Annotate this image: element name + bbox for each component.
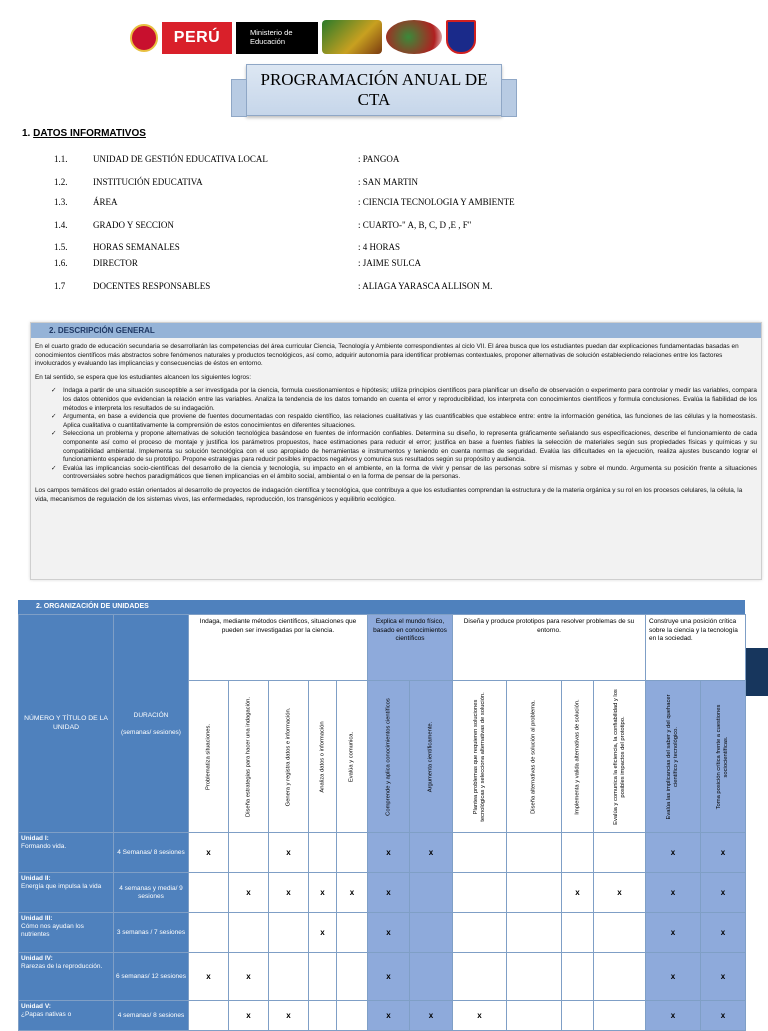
mark-cell	[701, 833, 746, 873]
info-row	[0, 242, 768, 254]
info-label: HORAS SEMANALES	[93, 242, 180, 252]
x-mark: x	[286, 1011, 291, 1020]
info-number: 1.1.	[54, 154, 68, 164]
mark-cell	[562, 1001, 594, 1031]
checkmark-icon: ✓	[51, 413, 57, 421]
info-label: GRADO Y SECCION	[93, 220, 174, 230]
mark-cell	[337, 913, 368, 953]
table-row	[19, 873, 746, 913]
achievement-text: Indaga a partir de una situación susceptible a ser investigada por la ciencia, formula cuestionamientos e hipótesis; utiliza principios científicos para planificar un diseño de observación o experimento para controlar y medir las variables, compara los datos obtenidos que evidencian la relación entre las variables. Analiza la tendencia de los datos tomando en cuenta el error y reproducibilidad, los interpreta con conocimientos científicos y formula conclusiones. Evalúa la fiabilidad de los métodos e interpreta los resultados de su indagación.	[63, 387, 757, 412]
description-closing: Los campos temáticos del grado están orientados al desarrollo de proyectos de indagación científica y tecnológica, que contribuya a que los estudiantes comprendan la estructura y de la materia orgánica y su rol en los procesos celulares, la célula, la vida, mecanismos de regulación de los sistemas vivos, las enfermedades, reproducción, los transgénicos y equilibrio ecológico.	[35, 486, 743, 503]
mark-cell	[269, 913, 309, 953]
competency-construye: Construye una posición crítica sobre la ciencia y la tecnología en la sociedad.	[646, 615, 746, 681]
x-mark: x	[320, 928, 325, 937]
info-value: : CUARTO-" A, B, C, D ,E , F"	[358, 220, 472, 230]
info-label: UNIDAD DE GESTIÓN EDUCATIVA LOCAL	[93, 154, 268, 164]
achievement-text: Selecciona un problema y propone alternativas de solución tecnológica basándose en fuentes de información confiables. Determina su diseño, lo representa gráficamente señalando sus especificaciones, describe el funcionamiento de cada componente así como el proceso de montaje y justifica los parámetros propuestos, hace estimaciones para reducir el error; justifica en base a fuentes fiables la selección de materiales según sus propiedades físicas y químicas y su compatibilidad ambiental. Implementa su solución tecnológica con el uso apropiado de herramientas e instrumentos y teniendo en cuenta normas de seguridad. Evalúa las dificultades en la ejecución, realiza ajustes buscando lograr el funcionamiento esperado de su prototipo. Propone estrategias para reducir posibles impactos negativos y comunica sus resultados según su propósito y audiencia.	[63, 430, 757, 464]
capacity-label: Genera y registra datos e información.	[285, 707, 291, 806]
x-mark: x	[670, 928, 676, 937]
mark-cell	[562, 873, 594, 913]
mark-cell	[368, 1001, 410, 1031]
unit-title-cell	[19, 833, 114, 873]
mark-cell	[701, 1001, 746, 1031]
mark-cell	[269, 873, 309, 913]
info-label: INSTITUCIÓN EDUCATIVA	[93, 177, 203, 187]
capacity-header	[229, 681, 269, 833]
mark-cell	[562, 953, 594, 1001]
ministry-logo-line1: Ministerio de	[250, 28, 293, 37]
unit-name: Unidad IV:	[21, 955, 53, 962]
section-number: 1.	[22, 128, 31, 139]
mark-cell	[594, 1001, 646, 1031]
capacity-label: Implementa y valida alternativas de solución.	[574, 698, 580, 815]
achievement-item	[35, 413, 757, 430]
ugel-logo	[386, 20, 442, 54]
unit-name: Unidad V:	[21, 1003, 51, 1010]
info-value: : CIENCIA TECNOLOGIA Y AMBIENTE	[358, 197, 515, 207]
x-mark: x	[386, 848, 391, 857]
title-line2: CTA	[357, 90, 391, 109]
mark-cell	[453, 953, 507, 1001]
mark-cell	[337, 873, 368, 913]
capacity-header	[562, 681, 594, 833]
info-number: 1.7	[54, 281, 66, 291]
x-mark: x	[386, 1011, 391, 1020]
info-number: 1.6.	[54, 258, 68, 268]
side-tab-decoration	[746, 648, 768, 696]
table-row	[19, 1001, 746, 1031]
table-row	[19, 833, 746, 873]
x-mark: x	[720, 928, 726, 937]
capacity-header	[507, 681, 562, 833]
mark-cell	[562, 833, 594, 873]
unit-duration: 3 semanas / 7 sesiones	[114, 913, 189, 953]
x-mark: x	[246, 972, 251, 981]
mark-cell	[701, 913, 746, 953]
mark-cell	[410, 913, 453, 953]
mark-cell	[507, 873, 562, 913]
header-logos	[0, 18, 768, 58]
info-label: ÁREA	[93, 197, 118, 207]
x-mark: x	[428, 1011, 434, 1020]
mark-cell	[309, 873, 337, 913]
achievement-list	[35, 387, 757, 482]
info-row	[0, 177, 768, 189]
achievement-text: Evalúa las implicancias socio-científicas del desarrollo de la ciencia y tecnología, su impacto en el ambiente, en la forma de vivir y pensar de las personas sobre sí mismas y sobre el mundo. Argumenta su posición frente a situaciones controversiales sobre hechos paradigmáticos que tienen implicancias en el ámbito social, ambiental o en la forma de pensar de la personas.	[63, 464, 757, 481]
mark-cell	[507, 913, 562, 953]
description-lead: En tal sentido, se espera que los estudiantes alcancen los siguientes logros:	[35, 373, 251, 381]
x-mark: x	[286, 888, 291, 897]
capacity-header	[594, 681, 646, 833]
mark-cell	[507, 953, 562, 1001]
capacity-header	[368, 681, 410, 833]
mark-cell	[368, 873, 410, 913]
info-value: : JAIME SULCA	[358, 258, 422, 268]
x-mark: x	[246, 1011, 251, 1020]
info-value: : PANGOA	[358, 154, 400, 164]
duration-header-line2: (semanas/ sesiones)	[121, 728, 181, 736]
mark-cell	[453, 873, 507, 913]
achievement-item	[35, 387, 757, 413]
x-mark: x	[246, 888, 251, 897]
mark-cell	[507, 1001, 562, 1031]
x-mark: x	[428, 848, 434, 857]
unit-duration: 4 semanas y media/ 9 sesiones	[114, 873, 189, 913]
info-label: DIRECTOR	[93, 258, 138, 268]
mark-cell	[337, 953, 368, 1001]
x-mark: x	[386, 888, 391, 897]
peru-logo: PERÚ	[162, 22, 232, 54]
x-mark: x	[386, 928, 391, 937]
mark-cell	[309, 913, 337, 953]
mark-cell	[562, 913, 594, 953]
x-mark: x	[575, 888, 580, 897]
checkmark-icon: ✓	[51, 464, 57, 472]
title-line1: PROGRAMACIÓN ANUAL DE	[260, 70, 488, 89]
mark-cell	[453, 833, 507, 873]
mark-cell	[229, 833, 269, 873]
mark-cell	[646, 833, 701, 873]
x-mark: x	[320, 888, 325, 897]
mark-cell	[594, 873, 646, 913]
mark-cell	[368, 953, 410, 1001]
mark-cell	[410, 1001, 453, 1031]
description-heading: 2. DESCRIPCIÓN GENERAL	[31, 323, 761, 338]
x-mark: x	[286, 848, 291, 857]
info-number: 1.3.	[54, 197, 68, 207]
mark-cell	[309, 833, 337, 873]
unit-title: Energía que impulsa la vida	[21, 883, 102, 890]
capacity-header	[701, 681, 746, 833]
units-table	[18, 614, 746, 1031]
section-datos-informativos	[22, 128, 146, 139]
unit-title: Formando vida.	[21, 843, 67, 850]
checkmark-icon: ✓	[51, 387, 57, 395]
x-mark: x	[477, 1011, 482, 1020]
region-junin-logo	[322, 20, 382, 54]
mark-cell	[229, 1001, 269, 1031]
achievement-text: Argumenta, en base a evidencia que proviene de fuentes documentadas con respaldo científico, las relaciones cualitativas y las cuantificables que establece entre: entre la información genética, las funciones de las células y la homeostasis. Aplica cualitativa o cuantitativamente la comprensión de estos conocimientos en diferentes situaciones.	[63, 413, 757, 429]
mark-cell	[368, 833, 410, 873]
mark-cell	[189, 833, 229, 873]
info-number: 1.5.	[54, 242, 68, 252]
info-value: : SAN MARTIN	[358, 177, 418, 187]
table-row	[19, 953, 746, 1001]
mark-cell	[646, 1001, 701, 1031]
mark-cell	[453, 1001, 507, 1031]
capacity-header	[337, 681, 368, 833]
mark-cell	[189, 1001, 229, 1031]
capacity-header	[309, 681, 337, 833]
peru-crest-logo	[130, 24, 158, 52]
capacity-header	[646, 681, 701, 833]
competency-indaga: Indaga, mediante métodos científicos, situaciones que pueden ser investigadas por la ciencia.	[189, 615, 368, 681]
description-panel	[30, 322, 762, 580]
info-row	[0, 281, 768, 293]
duration-column-header	[114, 615, 189, 833]
mark-cell	[701, 953, 746, 1001]
unit-title-cell	[19, 1001, 114, 1031]
x-mark: x	[720, 848, 726, 857]
capacity-header	[410, 681, 453, 833]
unit-title: Cómo nos ayudan los nutrientes	[21, 923, 84, 938]
achievement-item	[35, 465, 757, 482]
info-row	[0, 258, 768, 270]
info-value: : 4 HORAS	[358, 242, 401, 252]
mark-cell	[701, 873, 746, 913]
mark-cell	[646, 953, 701, 1001]
capacity-header	[269, 681, 309, 833]
capacity-label: Analiza datos o información	[319, 720, 325, 793]
capacity-label: Problematiza situaciones.	[205, 723, 211, 790]
capacity-header	[453, 681, 507, 833]
capacity-label: Diseña estrategias para hacer una indagación.	[245, 696, 251, 817]
x-mark: x	[670, 1011, 676, 1020]
unit-name: Unidad III:	[21, 915, 53, 922]
capacity-label: Diseña alternativas de solución al problema.	[530, 699, 537, 814]
table-row	[19, 913, 746, 953]
x-mark: x	[349, 888, 355, 897]
unit-title-cell	[19, 913, 114, 953]
unit-title: ¿Papas nativas o	[21, 1011, 72, 1018]
unit-duration: 6 semanas/ 12 sesiones	[114, 953, 189, 1001]
capacity-label: Evalúa y comunica la eficiencia, la confiabilidad y los posibles impactos del prototipo.	[612, 688, 626, 825]
mark-cell	[229, 953, 269, 1001]
mark-cell	[309, 953, 337, 1001]
description-intro: En el cuarto grado de educación secundaria se desarrollarán las competencias del área curricular Ciencia, Tecnología y Ambiente correspondientes al ciclo VII. El área busca que los estudiantes puedan dar explicaciones fundamentadas basadas en conocimientos científicos más abstractos sobre fenómenos naturales y productos tecnológicos, así como, adquirir autonomía para identificar problemas contextuales, proponer alternativas de solución estableciendo relaciones entre los factores involucrados y evaluando las implicancias y consecuencias de éstos en entorno.	[35, 343, 739, 368]
mark-cell	[594, 953, 646, 1001]
unit-title-cell	[19, 873, 114, 913]
info-label: DOCENTES RESPONSABLES	[93, 281, 211, 291]
x-mark: x	[206, 972, 211, 981]
x-mark: x	[617, 888, 622, 897]
unit-name: Unidad I:	[21, 835, 49, 842]
unit-name: Unidad II:	[21, 875, 51, 882]
capacity-label: Toma posición crítica frente a cuestiones sociocientíficas.	[716, 704, 729, 809]
info-number: 1.2.	[54, 177, 68, 187]
mark-cell	[410, 953, 453, 1001]
mark-cell	[189, 873, 229, 913]
ministry-logo-line2: Educación	[250, 37, 286, 46]
achievement-item	[35, 430, 757, 464]
competency-explica: Explica el mundo físico, basado en conocimientos científicos	[368, 615, 453, 681]
unit-duration: 4 Semanas/ 8 sesiones	[114, 833, 189, 873]
mark-cell	[189, 913, 229, 953]
capacity-label: Evalúa las implicancias del saber y del quehacer científico y tecnológico.	[666, 693, 679, 820]
capacity-label: Evalúa y comunica.	[348, 731, 355, 782]
checkmark-icon: ✓	[51, 430, 57, 438]
mark-cell	[229, 913, 269, 953]
mark-cell	[507, 833, 562, 873]
duration-header-line1: DURACIÓN	[133, 711, 169, 719]
x-mark: x	[670, 972, 676, 981]
info-row	[0, 220, 768, 232]
unit-column-header: NÚMERO Y TÍTULO DE LA UNIDAD	[19, 615, 114, 833]
unit-title: Rarezas de la reproducción.	[21, 963, 103, 970]
mark-cell	[453, 913, 507, 953]
mark-cell	[410, 833, 453, 873]
mark-cell	[269, 1001, 309, 1031]
info-row	[0, 197, 768, 209]
x-mark: x	[206, 848, 211, 857]
units-heading-text: 2. ORGANIZACIÓN DE UNIDADES	[36, 603, 149, 610]
mark-cell	[189, 953, 229, 1001]
unit-duration: 4 semanas/ 8 sesiones	[114, 1001, 189, 1031]
mark-cell	[309, 1001, 337, 1031]
capacity-label: Plantea problemas que requieren soluciones tecnológicas y selecciona alternativas de solución.	[472, 691, 486, 822]
x-mark: x	[670, 888, 676, 897]
units-heading	[18, 600, 745, 614]
x-mark: x	[720, 888, 726, 897]
info-number: 1.4.	[54, 220, 68, 230]
school-crest-logo	[446, 20, 476, 54]
mark-cell	[646, 913, 701, 953]
capacity-label: Comprende y aplica conocimientos científicos	[385, 697, 391, 816]
mark-cell	[594, 833, 646, 873]
mark-cell	[229, 873, 269, 913]
mark-cell	[646, 873, 701, 913]
x-mark: x	[720, 1011, 726, 1020]
mark-cell	[269, 953, 309, 1001]
x-mark: x	[720, 972, 726, 981]
mark-cell	[337, 1001, 368, 1031]
mark-cell	[410, 873, 453, 913]
mark-cell	[269, 833, 309, 873]
mark-cell	[368, 913, 410, 953]
x-mark: x	[386, 972, 391, 981]
competency-disena: Diseña y produce prototipos para resolver problemas de su entorno.	[453, 615, 646, 681]
x-mark: x	[670, 848, 676, 857]
ministry-logo	[236, 22, 318, 54]
capacity-header	[189, 681, 229, 833]
mark-cell	[594, 913, 646, 953]
info-row	[0, 154, 768, 166]
section-label: DATOS INFORMATIVOS	[33, 128, 146, 139]
unit-title-cell	[19, 953, 114, 1001]
mark-cell	[337, 833, 368, 873]
info-value: : ALIAGA YARASCA ALLISON M.	[358, 281, 493, 291]
document-title	[246, 64, 502, 116]
capacity-label: Argumenta científicamente.	[427, 721, 434, 792]
